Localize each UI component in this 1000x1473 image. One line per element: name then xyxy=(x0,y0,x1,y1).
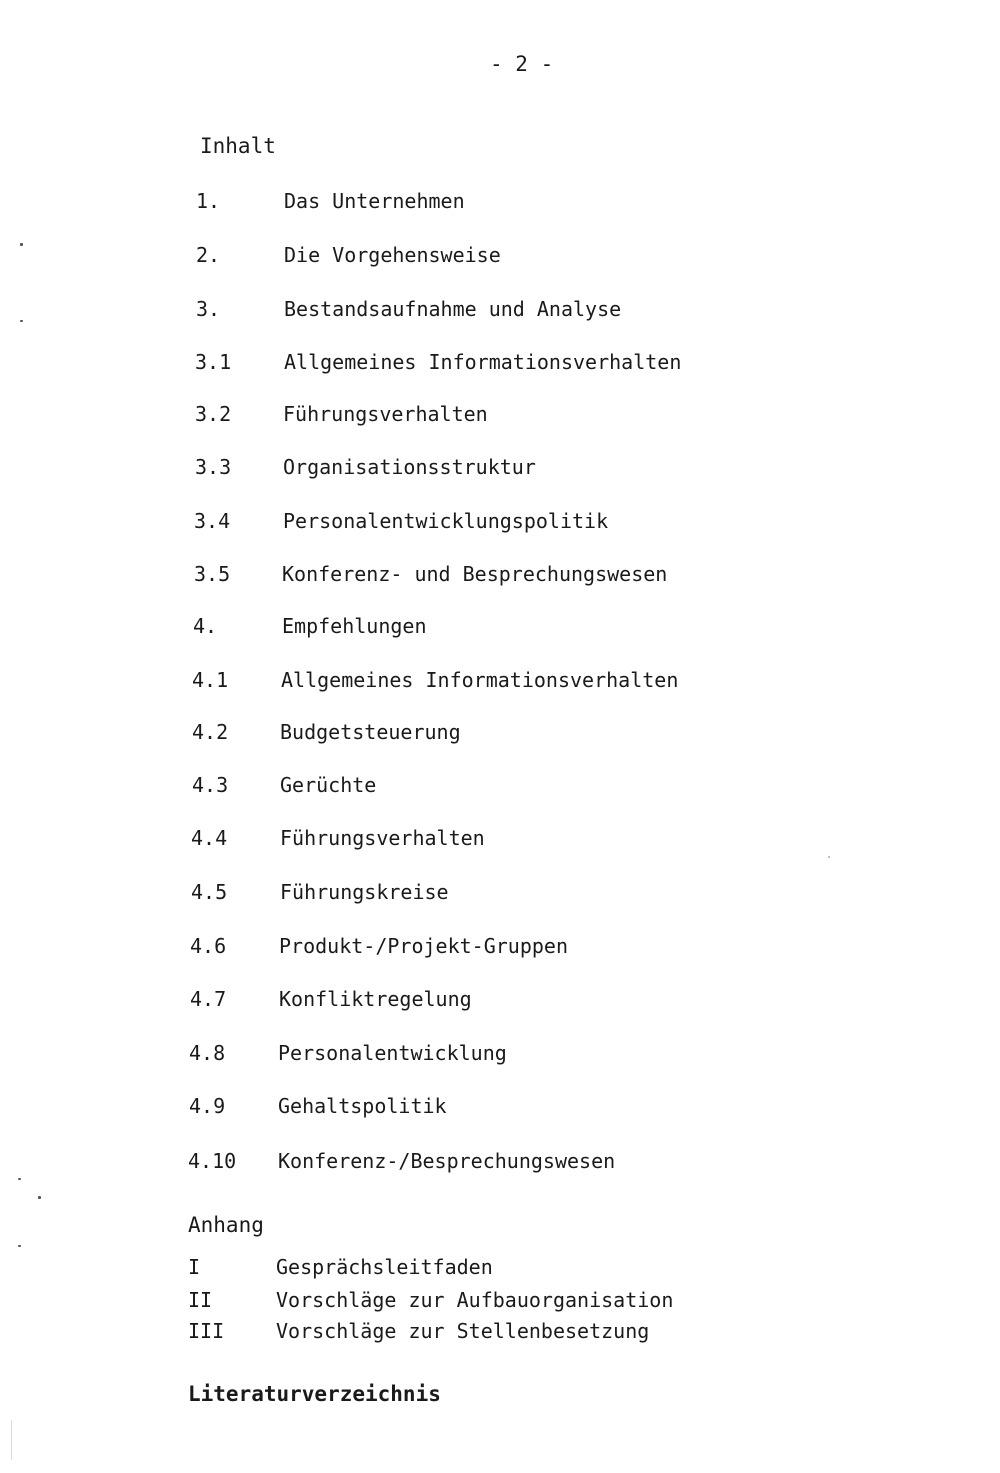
toc-number: 4.9 xyxy=(189,1094,226,1118)
appendix-number: I xyxy=(188,1255,201,1279)
toc-number: 4.2 xyxy=(192,720,229,744)
scan-speck xyxy=(20,320,23,322)
appendix-title: Vorschläge zur Stellenbesetzung xyxy=(276,1319,650,1343)
toc-title: Das Unternehmen xyxy=(284,189,465,213)
toc-title: Allgemeines Informationsverhalten xyxy=(281,668,679,692)
toc-number: 3.4 xyxy=(194,509,231,533)
toc-title: Organisationsstruktur xyxy=(283,455,536,479)
toc-number: 4.8 xyxy=(189,1041,226,1065)
toc-number: 3.2 xyxy=(195,402,232,426)
toc-title: Produkt-/Projekt-Gruppen xyxy=(279,934,568,958)
toc-title: Konferenz- und Besprechungswesen xyxy=(282,562,668,586)
toc-number: 4.5 xyxy=(191,880,228,904)
toc-title: Die Vorgehensweise xyxy=(284,243,501,267)
page-number: - 2 - xyxy=(490,52,554,76)
toc-title: Personalentwicklungspolitik xyxy=(283,509,609,533)
toc-title: Personalentwicklung xyxy=(278,1041,507,1065)
toc-number: 4.7 xyxy=(190,987,227,1011)
toc-number: 3.5 xyxy=(194,562,231,586)
appendix-title: Gesprächsleitfaden xyxy=(276,1255,493,1279)
appendix-heading: Anhang xyxy=(188,1213,264,1237)
toc-number: 4.3 xyxy=(192,773,229,797)
toc-number: 4.4 xyxy=(191,826,228,850)
toc-number: 3. xyxy=(196,297,221,321)
scan-speck xyxy=(20,243,23,246)
toc-title: Führungsverhalten xyxy=(280,826,485,850)
toc-title: Gehaltspolitik xyxy=(278,1094,447,1118)
scan-speck xyxy=(18,1178,21,1180)
appendix-number: II xyxy=(188,1288,213,1312)
toc-number: 1. xyxy=(196,189,221,213)
toc-title: Führungskreise xyxy=(280,880,449,904)
appendix-title: Vorschläge zur Aufbauorganisation xyxy=(276,1288,674,1312)
toc-title: Allgemeines Informationsverhalten xyxy=(284,350,682,374)
toc-number: 3.3 xyxy=(195,455,232,479)
toc-number: 3.1 xyxy=(195,350,232,374)
toc-number: 4.1 xyxy=(192,668,229,692)
bibliography-heading: Literaturverzeichnis xyxy=(188,1382,441,1406)
toc-title: Budgetsteuerung xyxy=(280,720,461,744)
toc-title: Konferenz-/Besprechungswesen xyxy=(278,1149,616,1173)
scan-edge xyxy=(11,1420,12,1460)
toc-number: 4. xyxy=(193,614,218,638)
toc-title: Konfliktregelung xyxy=(279,987,472,1011)
toc-title: Bestandsaufnahme und Analyse xyxy=(284,297,622,321)
scan-speck xyxy=(828,856,830,858)
toc-title: Empfehlungen xyxy=(282,614,427,638)
page-title: Inhalt xyxy=(200,134,276,158)
appendix-number: III xyxy=(188,1319,225,1343)
scan-speck xyxy=(18,1245,21,1247)
toc-number: 2. xyxy=(196,243,221,267)
scan-speck xyxy=(38,1196,41,1199)
toc-number: 4.10 xyxy=(188,1149,237,1173)
toc-title: Gerüchte xyxy=(280,773,377,797)
toc-number: 4.6 xyxy=(190,934,227,958)
toc-title: Führungsverhalten xyxy=(283,402,488,426)
